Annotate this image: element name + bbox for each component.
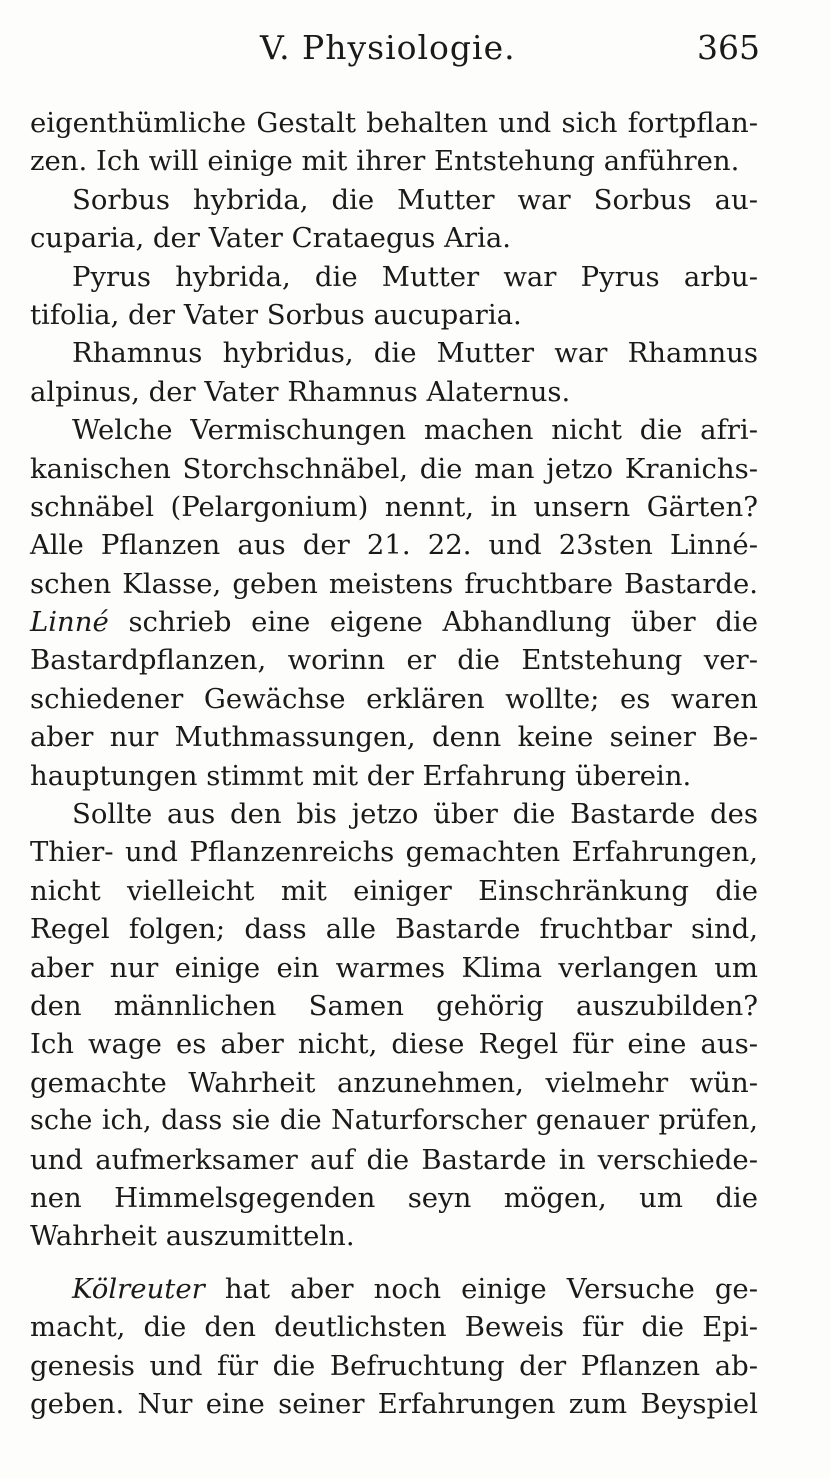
text-line: Pyrus hybrida, die Mutter war Pyrus arbu- bbox=[72, 260, 758, 293]
text-line: Thier- und Pflanzenreichs gemachten Erfahrungen, bbox=[30, 836, 758, 869]
text-line: sche ich, dass sie die Naturforscher genauer prüfen, bbox=[30, 1105, 758, 1137]
text-line: zen. Ich will einige mit ihrer Entstehung anführen. bbox=[30, 145, 740, 178]
text-line: aber nur Muthmassungen, denn keine seiner Be- bbox=[30, 721, 758, 754]
text-line: nen Himmelsgegenden seyn mögen, um die bbox=[30, 1181, 758, 1214]
paragraph-7 bbox=[30, 1270, 758, 1424]
text-line: eigenthümliche Gestalt behalten und sich fortpflan- bbox=[30, 107, 758, 139]
text-line: Sollte aus den bis jetzo über die Bastarde des bbox=[72, 798, 758, 831]
text-line: Kölreuter hat aber noch einige Versuche ge- bbox=[72, 1272, 758, 1305]
paragraph-2 bbox=[30, 181, 758, 258]
text-line: Bastardpflanzen, worinn er die Entstehung ver- bbox=[30, 644, 758, 677]
text-line: Regel folgen; dass alle Bastarde fruchtbar sind, bbox=[30, 913, 758, 946]
italic-name: Kölreuter bbox=[72, 1272, 205, 1305]
italic-name: Linné bbox=[30, 606, 109, 639]
text-line: alpinus, der Vater Rhamnus Alaternus. bbox=[30, 375, 571, 408]
text-line: Ich wage es aber nicht, diese Regel für eine aus- bbox=[30, 1028, 758, 1061]
text-line: Alle Pflanzen aus der 21. 22. und 23sten Linné- bbox=[30, 529, 758, 562]
text-line: cuparia, der Vater Crataegus Aria. bbox=[30, 222, 512, 255]
text-line: schnäbel (Pelargonium) nennt, in unsern Gärten? bbox=[30, 490, 758, 523]
text-line: tifolia, der Vater Sorbus aucuparia. bbox=[30, 298, 522, 331]
paragraph-1 bbox=[30, 104, 758, 181]
text-line: den männlichen Samen gehörig auszubilden? bbox=[30, 989, 758, 1022]
text-line: Wahrheit auszumitteln. bbox=[30, 1220, 355, 1253]
text-line: Linné schrieb eine eigene Abhandlung über die bbox=[30, 606, 758, 639]
text-line: hauptungen stimmt mit der Erfahrung überein. bbox=[30, 759, 692, 792]
paragraph-3 bbox=[30, 258, 758, 335]
running-title: V. Physiologie. bbox=[260, 28, 516, 67]
text-line: kanischen Storchschnäbel, die man jetzo Kranichs- bbox=[30, 452, 758, 485]
text-line: und aufmerksamer auf die Bastarde in verschiede- bbox=[30, 1143, 758, 1176]
text-line: schen Klasse, geben meistens fruchtbare Bastarde. bbox=[30, 567, 758, 600]
text-line: schiedener Gewächse erklären wollte; es waren bbox=[30, 682, 758, 715]
text-line: Sorbus hybrida, die Mutter war Sorbus au- bbox=[72, 183, 758, 216]
paragraph-spacer bbox=[30, 1256, 758, 1270]
text-line: genesis und für die Befruchtung der Pflanzen ab- bbox=[30, 1349, 758, 1382]
page-number: 365 bbox=[697, 28, 760, 67]
body-text bbox=[30, 104, 758, 1423]
text-line: geben. Nur eine seiner Erfahrungen zum Beyspiel bbox=[30, 1387, 758, 1420]
paragraph-4 bbox=[30, 334, 758, 411]
paragraph-6 bbox=[30, 795, 758, 1256]
running-header bbox=[30, 28, 760, 78]
paragraph-5 bbox=[30, 411, 758, 795]
text-line: aber nur einige ein warmes Klima verlangen um bbox=[30, 951, 758, 984]
text-line: gemachte Wahrheit anzunehmen, vielmehr wün- bbox=[30, 1066, 758, 1099]
text-line: Rhamnus hybridus, die Mutter war Rhamnus bbox=[72, 337, 758, 370]
text-line: macht, die den deutlichsten Beweis für die Epi- bbox=[30, 1311, 758, 1344]
text-line: Welche Vermischungen machen nicht die afri- bbox=[72, 414, 758, 447]
text-line: nicht vielleicht mit einiger Einschränkung die bbox=[30, 874, 758, 907]
